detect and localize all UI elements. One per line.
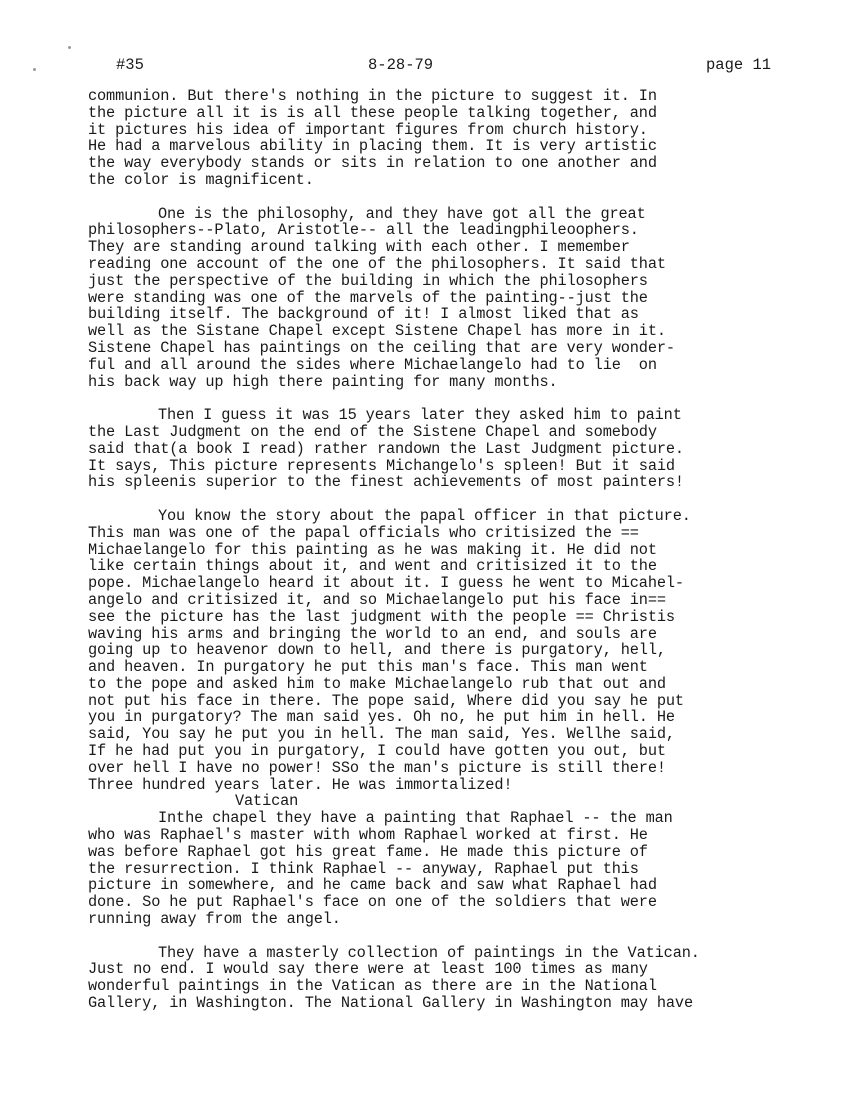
- text-line: just the perspective of the building in which the philosophers: [88, 271, 648, 290]
- text-line: done. So he put Raphael's face on one of the soldiers that were: [88, 893, 657, 912]
- inserted-word: Vatican: [235, 792, 299, 811]
- text-line: said, You say he put you in hell. The man said, Yes. Wellhe said,: [88, 725, 675, 744]
- text-line: said that(a book I read) rather randown the Last Judgment picture.: [88, 439, 684, 458]
- text-line: the way everybody stands or sits in relation to one another and: [88, 154, 657, 173]
- document-date: 8-28-79: [368, 56, 434, 74]
- text-line: running away from the angel.: [88, 910, 341, 929]
- text-line: Then I guess it was 15 years later they asked him to paint: [158, 406, 682, 425]
- text-line: who was Raphael's master with whom Raphael worked at first. He: [88, 826, 648, 845]
- text-line: Inthe chapel they have a painting that Raphael -- the man: [158, 809, 673, 828]
- text-line: building itself. The background of it! I almost liked that as: [88, 305, 639, 324]
- text-line: the Last Judgment on the end of the Sistene Chapel and somebody: [88, 422, 657, 441]
- text-line: reading one account of the one of the philosophers. It said that: [88, 254, 666, 273]
- text-line: not put his face in there. The pope said, Where did you say he put: [88, 691, 684, 710]
- text-line: the resurrection. I think Raphael -- anyway, Raphael put this: [88, 859, 639, 878]
- text-line: Gallery, in Washington. The National Gallery in Washington may have: [88, 994, 693, 1013]
- text-line: wonderful paintings in the Vatican as there are in the National: [88, 977, 657, 996]
- text-line: They have a masterly collection of paintings in the Vatican.: [158, 943, 700, 962]
- page-number: page 11: [706, 56, 772, 74]
- text-line: well as the Sistane Chapel except Sistene Chapel has more in it.: [88, 322, 666, 341]
- text-line: his back way up high there painting for many months.: [88, 372, 558, 391]
- text-line: over hell I have no power! SSo the man's picture is still there!: [88, 758, 666, 777]
- text-line: You know the story about the papal officer in that picture.: [158, 506, 691, 525]
- text-line: like certain things about it, and went and critisized it to the: [88, 557, 657, 576]
- text-line: going up to heavenor down to hell, and there is purgatory, hell,: [88, 641, 666, 660]
- text-line: picture in somewhere, and he came back and saw what Raphael had: [88, 876, 657, 895]
- text-line: it pictures his idea of important figures from church history.: [88, 120, 648, 139]
- text-line: to the pope and asked him to make Michaelangelo rub that out and: [88, 674, 666, 693]
- text-line: One is the philosophy, and they have got all the great: [158, 204, 646, 223]
- text-line: were standing was one of the marvels of the painting--just the: [88, 288, 648, 307]
- text-line: This man was one of the papal officials who critisized the ==: [88, 523, 639, 542]
- document-number: #35: [116, 56, 144, 74]
- text-line: Just no end. I would say there were at least 100 times as many: [88, 960, 648, 979]
- text-line: They are standing around talking with each other. I memember: [88, 238, 630, 257]
- text-line: Three hundred years later. He was immortalized!: [88, 775, 513, 794]
- text-line: waving his arms and bringing the world to an end, and souls are: [88, 624, 657, 643]
- text-line: pope. Michaelangelo heard it about it. I guess he went to Micahel-: [88, 574, 684, 593]
- scan-speck: [33, 68, 36, 71]
- text-line: It says, This picture represents Michangelo's spleen! But it said: [88, 456, 675, 475]
- text-line: philosophers--Plato, Aristotle-- all the leadingphileoophers.: [88, 221, 639, 240]
- text-line: ful and all around the sides where Michaelangelo had to lie on: [88, 355, 657, 374]
- text-line: angelo and critisized it, and so Michaelangelo put his face in==: [88, 590, 666, 609]
- text-line: was before Raphael got his great fame. He made this picture of: [88, 842, 648, 861]
- text-line: and heaven. In purgatory he put this man's face. This man went: [88, 658, 648, 677]
- text-line: He had a marvelous ability in placing them. It is very artistic: [88, 137, 657, 156]
- text-line: Sistene Chapel has paintings on the ceiling that are very wonder-: [88, 338, 675, 357]
- text-line: If he had put you in purgatory, I could have gotten you out, but: [88, 742, 666, 761]
- text-line: communion. But there's nothing in the picture to suggest it. In: [88, 87, 657, 105]
- text-line: Michaelangelo for this painting as he was making it. He did not: [88, 540, 657, 559]
- document-body: [88, 88, 848, 1012]
- text-line: see the picture has the last judgment with the people == Christis: [88, 607, 675, 626]
- text-line: you in purgatory? The man said yes. Oh no, he put him in hell. He: [88, 708, 675, 727]
- text-line: his spleenis superior to the finest achievements of most painters!: [88, 473, 684, 492]
- text-line: the color is magnificent.: [88, 170, 314, 189]
- text-line: the picture all it is is all these people talking together, and: [88, 103, 657, 122]
- scan-speck: [68, 46, 71, 49]
